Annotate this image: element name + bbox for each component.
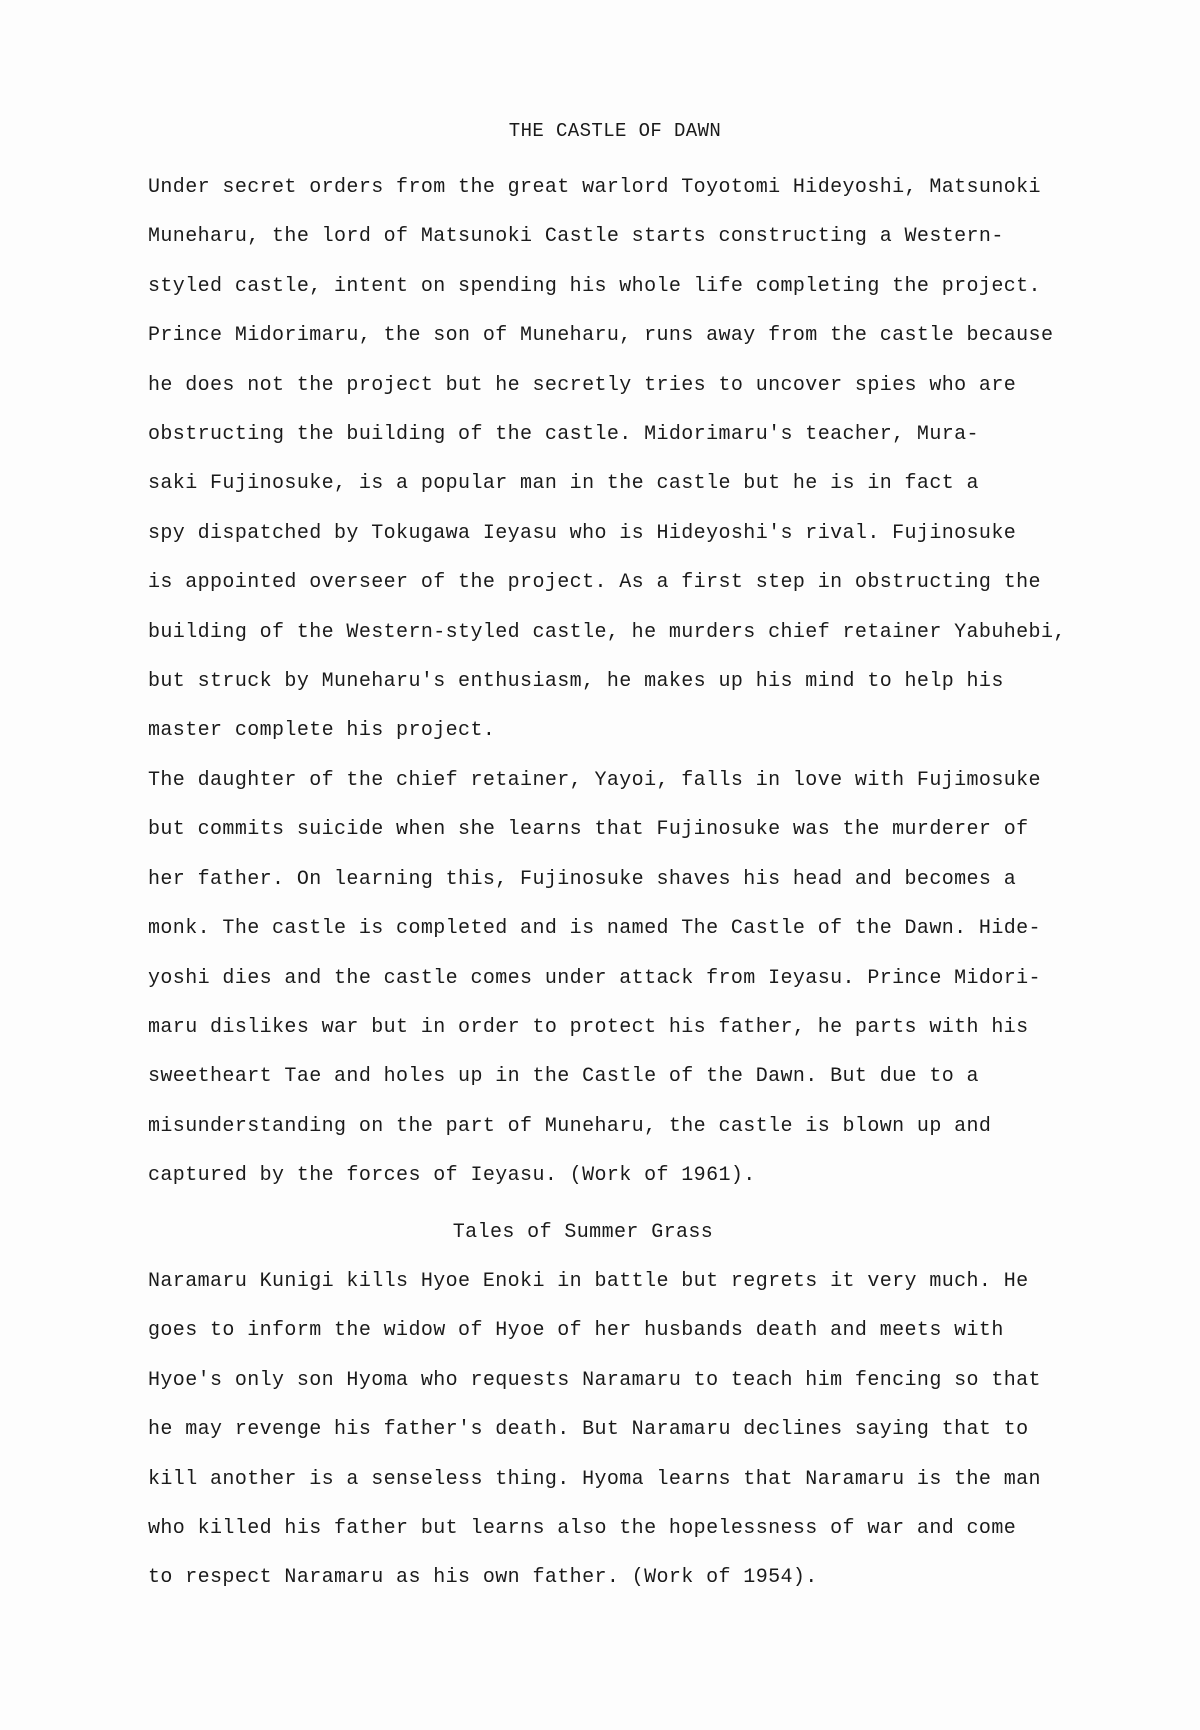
text-line: spy dispatched by Tokugawa Ieyasu who is Hideyoshi's rival. Fujinosuke xyxy=(148,521,1017,545)
text-line: monk. The castle is completed and is named The Castle of the Dawn. Hide- xyxy=(148,917,1041,941)
section-subtitle-wrapper xyxy=(148,1208,1078,1257)
text-line: but commits suicide when she learns that Fujinosuke was the murderer of xyxy=(148,818,1029,842)
text-line: maru dislikes war but in order to protect his father, he parts with his xyxy=(148,1015,1029,1039)
text-line: captured by the forces of Ieyasu. (Work of 1961). xyxy=(148,1164,756,1188)
text-line: yoshi dies and the castle comes under attack from Ieyasu. Prince Midori- xyxy=(148,966,1041,990)
document-title: THE CASTLE OF DAWN xyxy=(508,120,722,142)
text-line: her father. On learning this, Fujinosuke shaves his head and becomes a xyxy=(148,867,1017,891)
text-line: master complete his project. xyxy=(148,719,496,743)
text-line: saki Fujinosuke, is a popular man in the castle but he is in fact a xyxy=(148,472,979,496)
text-line: Muneharu, the lord of Matsunoki Castle starts constructing a Western- xyxy=(148,225,1004,249)
paragraph-summer-grass-synopsis xyxy=(148,1257,1078,1603)
text-line: misunderstanding on the part of Muneharu, the castle is blown up and xyxy=(148,1114,992,1138)
text-line: he does not the project but he secretly tries to uncover spies who are xyxy=(148,373,1017,397)
text-line: Naramaru Kunigi kills Hyoe Enoki in battle but regrets it very much. He xyxy=(148,1270,1029,1293)
text-line: sweetheart Tae and holes up in the Castle of the Dawn. But due to a xyxy=(148,1065,979,1089)
text-line: is appointed overseer of the project. As a first step in obstructing the xyxy=(148,571,1041,595)
text-line: Under secret orders from the great warlord Toyotomi Hideyoshi, Matsunoki xyxy=(148,176,1041,199)
section-subtitle: Tales of Summer Grass xyxy=(452,1221,714,1244)
text-line: who killed his father but learns also the hopelessness of war and come xyxy=(148,1516,1017,1540)
text-line: Prince Midorimaru, the son of Muneharu, runs away from the castle because xyxy=(148,324,1054,348)
text-line: The daughter of the chief retainer, Yayoi, falls in love with Fujimosuke xyxy=(148,769,1041,792)
text-line: Hyoe's only son Hyoma who requests Naramaru to teach him fencing so that xyxy=(148,1368,1041,1392)
text-line: goes to inform the widow of Hyoe of her husbands death and meets with xyxy=(148,1319,1004,1343)
text-line: kill another is a senseless thing. Hyoma learns that Naramaru is the man xyxy=(148,1467,1041,1491)
text-line: but struck by Muneharu's enthusiasm, he makes up his mind to help his xyxy=(148,669,1004,693)
text-line: styled castle, intent on spending his whole life completing the project. xyxy=(148,274,1041,298)
paragraph-castle-synopsis-2 xyxy=(148,756,1078,1201)
text-line: he may revenge his father's death. But Naramaru declines saying that to xyxy=(148,1418,1029,1442)
text-line: building of the Western-styled castle, he murders chief retainer Yabuhebi, xyxy=(148,620,1066,644)
text-line: to respect Naramaru as his own father. (Work of 1954). xyxy=(148,1566,818,1590)
text-line: obstructing the building of the castle. Midorimaru's teacher, Mura- xyxy=(148,422,979,446)
paragraph-castle-synopsis-1 xyxy=(148,163,1078,756)
